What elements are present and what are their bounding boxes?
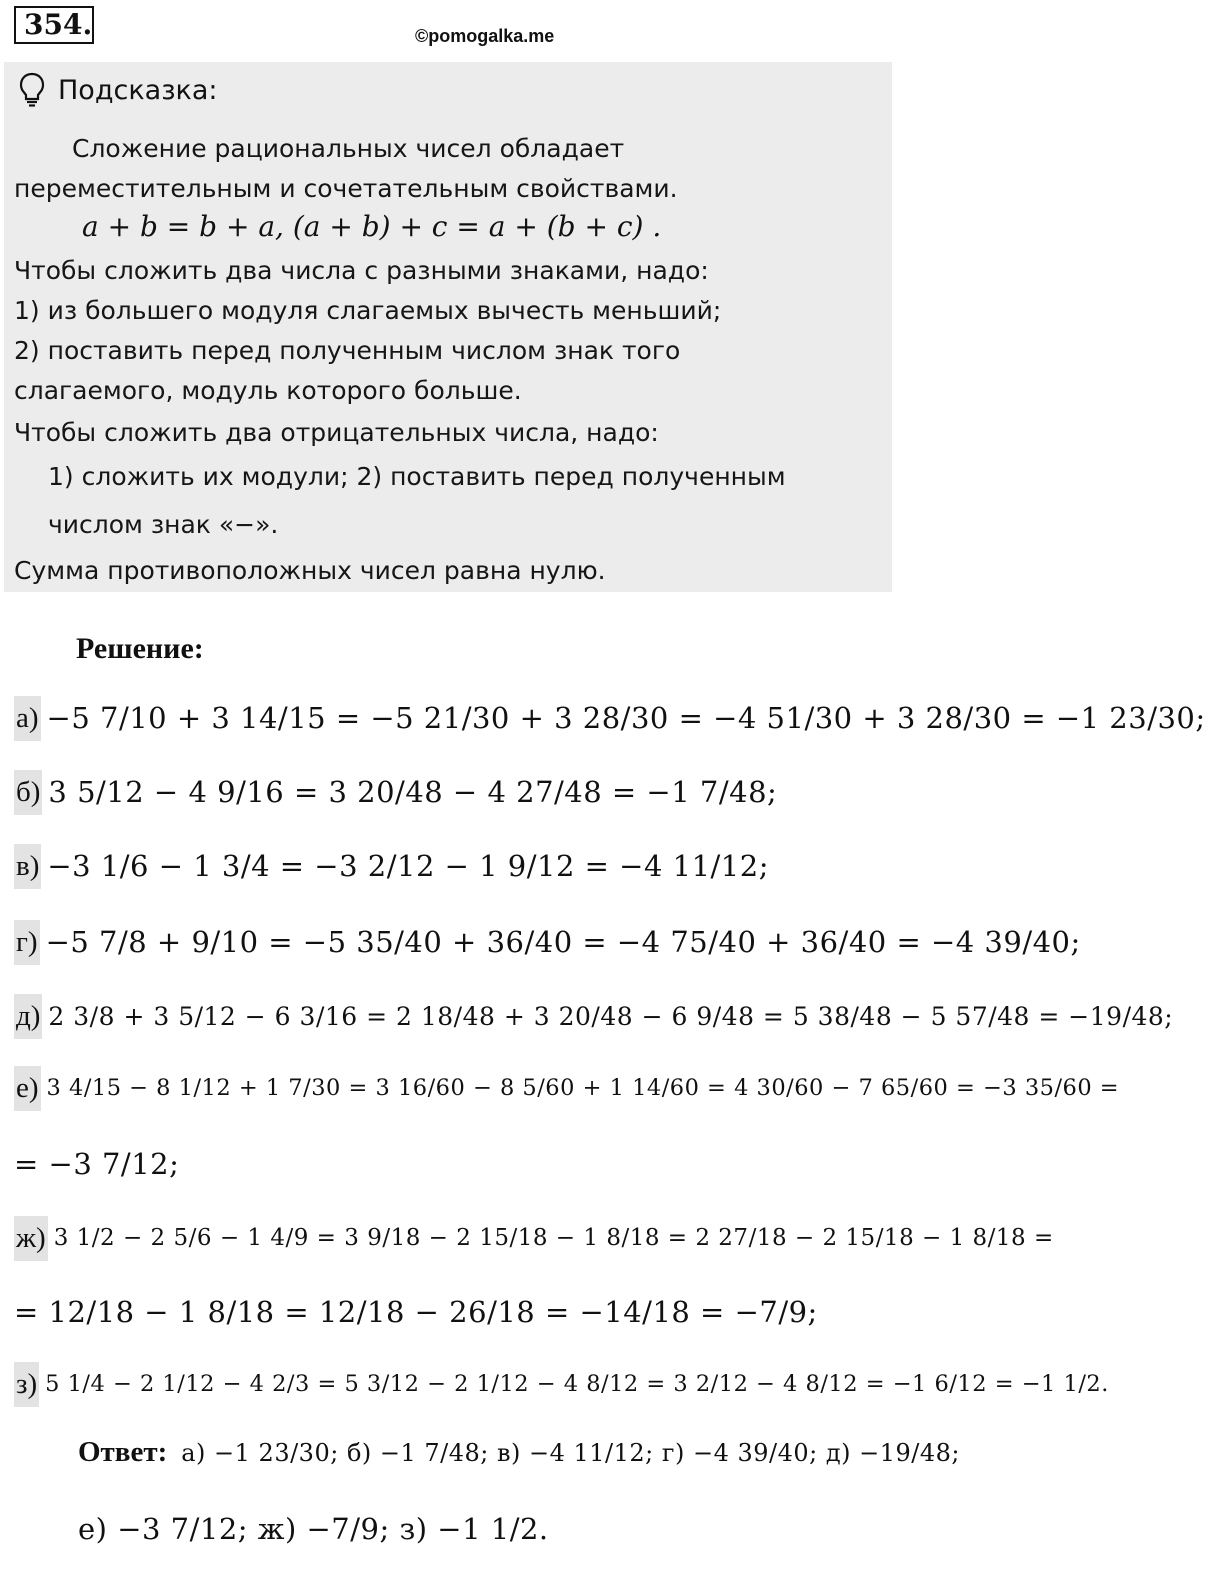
hint-line: 1) из большего модуля слагаемых вычесть меньший; <box>14 296 722 325</box>
row-expression: = −3 7/12; <box>14 1147 180 1181</box>
solution-title: Решение: <box>76 632 204 665</box>
solution-row-e <box>14 1064 1119 1112</box>
row-label: г) <box>14 920 40 965</box>
row-expression: −5 7/8 + 9/10 = −5 35/40 + 36/40 = −4 75/40 + 36/40 = −4 39/40; <box>45 925 1081 959</box>
row-expression: −3 1/6 − 1 3/4 = −3 2/12 − 1 9/12 = −4 11/12; <box>47 849 769 883</box>
solution-row-d <box>14 992 1173 1040</box>
answer-line-1 <box>78 1436 960 1469</box>
hint-line: Сложение рациональных чисел обладает <box>72 134 625 163</box>
hint-line: 1) сложить их модули; 2) поставить перед полученным <box>48 462 786 491</box>
problem-number: 354. <box>14 6 94 44</box>
row-expression: 3 4/15 − 8 1/12 + 1 7/30 = 3 16/60 − 8 5/60 + 1 14/60 = 4 30/60 − 7 65/60 = −3 35/60 = <box>46 1075 1120 1101</box>
hint-header <box>18 70 218 110</box>
row-expression: −5 7/10 + 3 14/15 = −5 21/30 + 3 28/30 = −4 51/30 + 3 28/30 = −1 23/30; <box>46 701 1206 735</box>
answer-values: е) −3 7/12; ж) −7/9; з) −1 1/2. <box>78 1512 549 1546</box>
hint-line: Сумма противоположных чисел равна нулю. <box>14 556 606 585</box>
hint-line: слагаемого, модуль которого больше. <box>14 376 522 405</box>
row-expression: = 12/18 − 1 8/18 = 12/18 − 26/18 = −14/18 = −7/9; <box>14 1295 818 1329</box>
row-label: в) <box>14 844 41 889</box>
solution-row-z <box>14 1360 1109 1408</box>
hint-title: Подсказка: <box>58 74 218 106</box>
hint-line: Чтобы сложить два числа с разными знаками, надо: <box>14 256 709 285</box>
solution-row-v <box>14 842 769 890</box>
lightbulb-icon <box>18 72 46 108</box>
hint-line: Чтобы сложить два отрицательных числа, надо: <box>14 418 659 447</box>
answer-line-2 <box>78 1512 549 1546</box>
row-expression: 2 3/8 + 3 5/12 − 6 3/16 = 2 18/48 + 3 20/48 − 6 9/48 = 5 38/48 − 5 57/48 = −19/48; <box>48 1001 1174 1031</box>
solution-row-zh <box>14 1214 1054 1262</box>
solution-row-zh-cont <box>14 1288 818 1336</box>
row-label: ж) <box>14 1216 48 1261</box>
solution-row-e-cont <box>14 1140 179 1188</box>
row-label: а) <box>14 696 41 741</box>
hint-line: переместительным и сочетательным свойствами. <box>14 174 678 203</box>
hint-formula: a + b = b + a, (a + b) + c = a + (b + c) . <box>82 210 662 243</box>
solution-row-b <box>14 768 777 816</box>
answer-label: Ответ: <box>78 1436 168 1468</box>
answer-values: а) −1 23/30; б) −1 7/48; в) −4 11/12; г) −4 39/40; д) −19/48; <box>181 1438 960 1467</box>
site-watermark: ©pomogalka.me <box>415 26 555 46</box>
hint-line: 2) поставить перед полученным числом знак того <box>14 336 681 365</box>
hint-line: числом знак «−». <box>48 510 279 539</box>
row-label: б) <box>14 770 42 815</box>
row-expression: 5 1/4 − 2 1/12 − 4 2/3 = 5 3/12 − 2 1/12 − 4 8/12 = 3 2/12 − 4 8/12 = −1 6/12 = −1 1/2. <box>45 1371 1109 1397</box>
row-expression: 3 1/2 − 2 5/6 − 1 4/9 = 3 9/18 − 2 15/18 − 1 8/18 = 2 27/18 − 2 15/18 − 1 8/18 = <box>53 1225 1054 1251</box>
solution-row-g <box>14 918 1081 966</box>
row-label: е) <box>14 1066 41 1111</box>
row-label: д) <box>14 994 42 1039</box>
row-expression: 3 5/12 − 4 9/16 = 3 20/48 − 4 27/48 = −1 7/48; <box>48 775 778 809</box>
solution-row-a <box>14 694 1206 742</box>
row-label: з) <box>14 1362 39 1407</box>
